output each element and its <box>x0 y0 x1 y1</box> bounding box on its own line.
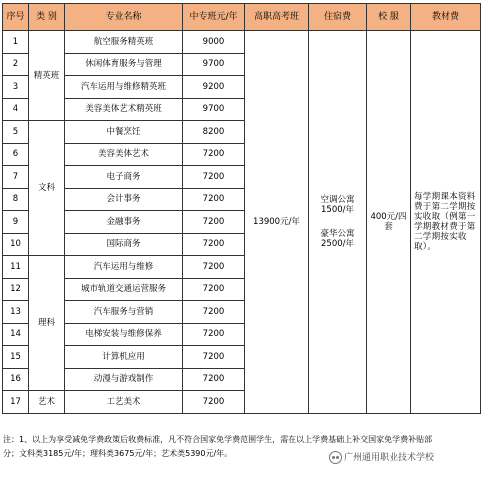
row-index: 13 <box>3 301 29 324</box>
dorm-ac: 空调公寓1500/年 <box>320 194 355 215</box>
header-tuition: 中专班元/年 <box>183 4 245 31</box>
major-cell: 汽车运用与维修 <box>65 256 183 279</box>
tuition-cell: 7200 <box>183 368 245 391</box>
row-index: 7 <box>3 166 29 189</box>
tuition-cell: 7200 <box>183 256 245 279</box>
row-index: 6 <box>3 143 29 166</box>
major-cell: 电梯安装与维修保养 <box>65 323 183 346</box>
row-index: 10 <box>3 233 29 256</box>
category-cell: 理科 <box>29 256 65 391</box>
tuition-cell: 7200 <box>183 278 245 301</box>
fee-table-sheet <box>2 3 481 414</box>
major-cell: 城市轨道交通运营服务 <box>65 278 183 301</box>
major-cell: 电子商务 <box>65 166 183 189</box>
row-index: 1 <box>3 31 29 54</box>
major-cell: 会计事务 <box>65 188 183 211</box>
wechat-icon <box>329 451 342 464</box>
gaozhi-cell: 13900元/年 <box>245 31 309 414</box>
textbook-cell: 每学期课本资料费于第二学期按实收取（例第一学期教材费于第二学期按实收取）。 <box>411 31 481 414</box>
header-row <box>3 4 481 31</box>
tuition-cell: 9700 <box>183 98 245 121</box>
watermark <box>329 451 434 464</box>
row-index: 17 <box>3 391 29 414</box>
tuition-cell: 7200 <box>183 233 245 256</box>
tuition-cell: 7200 <box>183 301 245 324</box>
fee-table <box>2 3 481 414</box>
major-cell: 工艺美术 <box>65 391 183 414</box>
row-index: 9 <box>3 211 29 234</box>
row-index: 4 <box>3 98 29 121</box>
header-index: 序号 <box>3 4 29 31</box>
major-cell: 航空服务精英班 <box>65 31 183 54</box>
major-cell: 动漫与游戏制作 <box>65 368 183 391</box>
tuition-cell: 7200 <box>183 391 245 414</box>
category-cell: 精英班 <box>29 31 65 121</box>
header-dorm: 住宿费 <box>309 4 367 31</box>
header-uniform: 校 服 <box>367 4 411 31</box>
major-cell: 美容美体艺术精英班 <box>65 98 183 121</box>
row-index: 15 <box>3 346 29 369</box>
dorm-cell <box>309 31 367 414</box>
table-row <box>3 31 481 54</box>
uniform-cell: 400元/四套 <box>367 31 411 414</box>
dorm-lux: 豪华公寓2500/年 <box>320 228 355 249</box>
header-gaozhi: 高职高考班 <box>245 4 309 31</box>
footnote: 注：1、以上为享受减免学费政策后收费标准，凡不符合国家免学费范围学生，需在以上学费基础上补交国家免学费补贴部分；文科类3185元/年；理科类3675元/年；艺术类5390元/年。 <box>3 435 433 458</box>
tuition-cell: 7200 <box>183 188 245 211</box>
row-index: 11 <box>3 256 29 279</box>
tuition-cell: 9700 <box>183 53 245 76</box>
header-major: 专业名称 <box>65 4 183 31</box>
major-cell: 金融事务 <box>65 211 183 234</box>
major-cell: 汽车服务与营销 <box>65 301 183 324</box>
major-cell: 美容美体艺术 <box>65 143 183 166</box>
row-index: 12 <box>3 278 29 301</box>
row-index: 8 <box>3 188 29 211</box>
row-index: 2 <box>3 53 29 76</box>
tuition-cell: 9000 <box>183 31 245 54</box>
tuition-cell: 9200 <box>183 76 245 99</box>
tuition-cell: 7200 <box>183 323 245 346</box>
major-cell: 计算机应用 <box>65 346 183 369</box>
row-index: 3 <box>3 76 29 99</box>
header-category: 类 别 <box>29 4 65 31</box>
tuition-cell: 8200 <box>183 121 245 144</box>
tuition-cell: 7200 <box>183 166 245 189</box>
header-textbook: 教材费 <box>411 4 481 31</box>
watermark-text: 广州通用职业技术学校 <box>343 452 434 463</box>
major-cell: 汽车运用与维修精英班 <box>65 76 183 99</box>
row-index: 16 <box>3 368 29 391</box>
major-cell: 国际商务 <box>65 233 183 256</box>
row-index: 5 <box>3 121 29 144</box>
tuition-cell: 7200 <box>183 143 245 166</box>
tuition-cell: 7200 <box>183 211 245 234</box>
category-cell: 文科 <box>29 121 65 256</box>
major-cell: 中餐烹饪 <box>65 121 183 144</box>
row-index: 14 <box>3 323 29 346</box>
tuition-cell: 7200 <box>183 346 245 369</box>
category-cell: 艺术 <box>29 391 65 414</box>
major-cell: 休闲体育服务与管理 <box>65 53 183 76</box>
